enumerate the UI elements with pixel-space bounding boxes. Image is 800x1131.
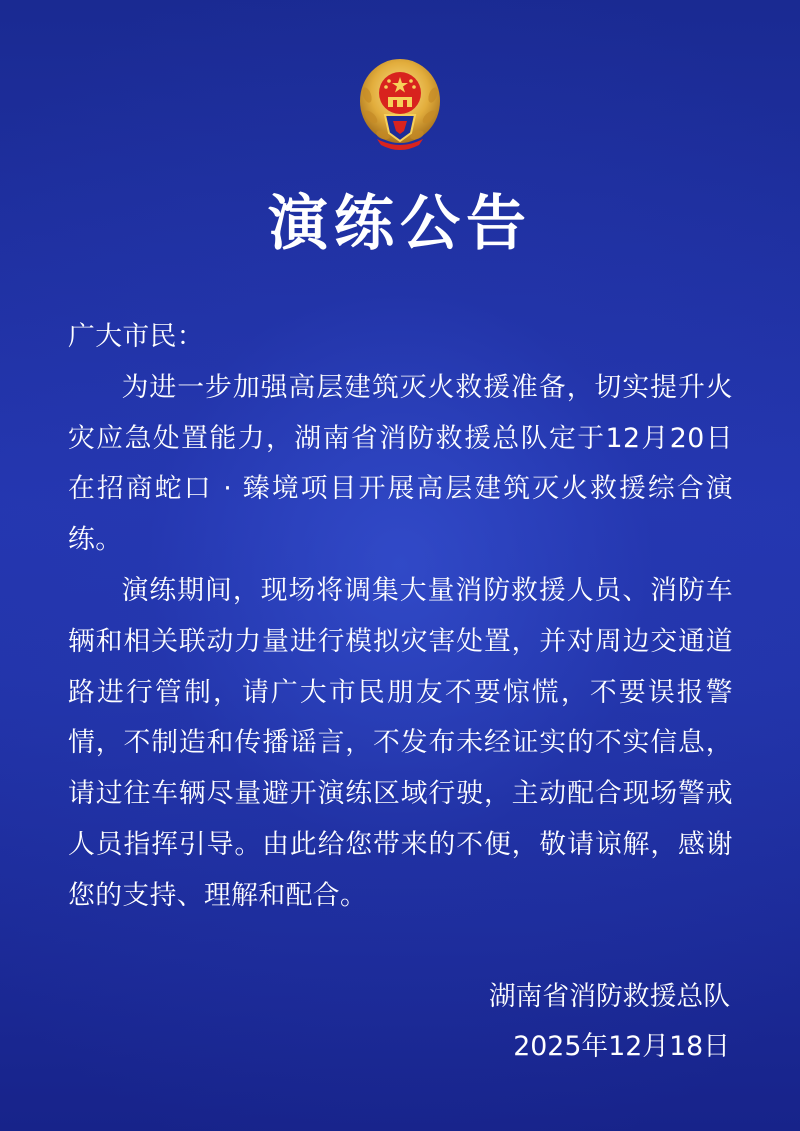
signature-block xyxy=(400,972,730,1072)
paragraph-1: 为进一步加强高层建筑灭火救援准备，切实提升火灾应急处置能力，湖南省消防救援总队定于12月20日在招商蛇口 · 臻境项目开展高层建筑灭火救援综合演练。 xyxy=(68,371,733,556)
signature-date: 2025年12月18日 xyxy=(513,1031,730,1062)
announcement-body xyxy=(68,312,733,922)
signature-organization: 湖南省消防救援总队 xyxy=(488,981,730,1012)
paragraph-2: 演练期间，现场将调集大量消防救援人员、消防车辆和相关联动力量进行模拟灾害处置，并对周边交通道路进行管制，请广大市民朋友不要惊慌，不要误报警情，不制造和传播谣言，不发布未经证实的不实信息，请过往车辆尽量避开演练区域行驶，主动配合现场警戒人员指挥引导。由此给您带来的不便，敬请谅解，感谢您的支持、理解和配合。 xyxy=(68,574,733,911)
page-title: 演练公告 xyxy=(268,189,532,259)
greeting: 广大市民： xyxy=(68,321,204,352)
fire-rescue-emblem-icon xyxy=(357,55,443,151)
